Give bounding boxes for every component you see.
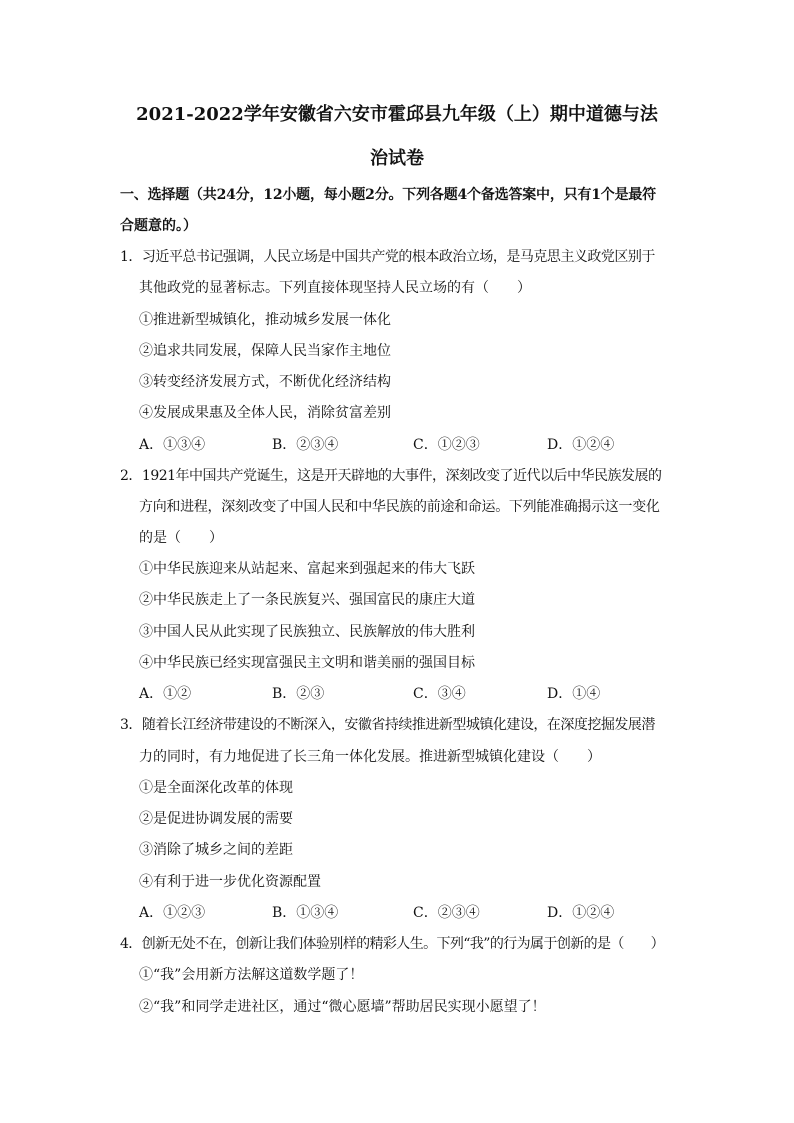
question-2-choice-a[interactable]: A．①② — [139, 686, 192, 702]
section-heading-line-1: 一、选择题（共24分，12小题，每小题2分。下列各题4个备选答案中，只有1个是最符 — [120, 187, 656, 203]
section-heading-line-2: 合题意的。） — [120, 218, 197, 234]
question-2-statement-4: ④中华民族已经实现富强民主文明和谐美丽的强国目标 — [139, 655, 475, 671]
question-2-choices — [139, 687, 699, 703]
question-1-choice-c[interactable]: C．①②③ — [413, 437, 480, 453]
question-2-choice-b[interactable]: B．②③ — [272, 686, 325, 702]
exam-title-line-2: 治试卷 — [370, 148, 424, 169]
question-2-stem-line-2: 方向和进程，深刻改变了中国人民和中华民族的前途和命运。下列能准确揭示这一变化 — [139, 499, 660, 515]
question-2-choice-d[interactable]: D．①④ — [547, 686, 601, 702]
question-3-stem-line-1: 3．随着长江经济带建设的不断深入，安徽省持续推进新型城镇化建设，在深度挖掘发展潜 — [120, 717, 655, 733]
exam-title-line-1: 2021-2022学年安徽省六安市霍邱县九年级（上）期中道德与法 — [136, 104, 658, 125]
question-2-stem-line-3: 的是（ ） — [139, 530, 223, 546]
question-2-statement-3: ③中国人民从此实现了民族独立、民族解放的伟大胜利 — [139, 624, 475, 640]
question-3-choices — [139, 906, 699, 922]
question-3-statement-2: ②是促进协调发展的需要 — [139, 811, 293, 827]
question-4-statement-1: ①“我”会用新方法解这道数学题了！ — [139, 967, 364, 983]
question-2-statement-2: ②中华民族走上了一条民族复兴、强国富民的康庄大道 — [139, 592, 475, 608]
question-3-choice-a[interactable]: A．①②③ — [139, 905, 206, 921]
question-4-statement-2: ②“我”和同学走进社区，通过“微心愿墙”帮助居民实现小愿望了！ — [139, 999, 546, 1015]
question-3-stem-line-2: 力的同时，有力地促进了长三角一体化发展。推进新型城镇化建设（ ） — [139, 749, 601, 765]
question-1-choices — [139, 438, 699, 454]
question-1-statement-3: ③转变经济发展方式，不断优化经济结构 — [139, 374, 391, 390]
question-3-statement-4: ④有利于进一步优化资源配置 — [139, 874, 321, 890]
question-1-stem-line-1: 1．习近平总书记强调，人民立场是中国共产党的根本政治立场，是马克思主义政党区别于 — [120, 249, 655, 265]
question-1-choice-d[interactable]: D．①②④ — [547, 437, 615, 453]
question-1-statement-4: ④发展成果惠及全体人民，消除贫富差别 — [139, 405, 391, 421]
question-2-choice-c[interactable]: C．③④ — [413, 686, 466, 702]
question-3-choice-b[interactable]: B．①③④ — [272, 905, 339, 921]
question-3-choice-d[interactable]: D．①②④ — [547, 905, 615, 921]
question-1-stem-line-2: 其他政党的显著标志。下列直接体现坚持人民立场的有（ ） — [139, 280, 531, 296]
question-1-choice-b[interactable]: B．②③④ — [272, 437, 339, 453]
question-3-statement-1: ①是全面深化改革的体现 — [139, 780, 293, 796]
question-3-statement-3: ③消除了城乡之间的差距 — [139, 842, 293, 858]
question-3-choice-c[interactable]: C．②③④ — [413, 905, 480, 921]
question-1-choice-a[interactable]: A．①③④ — [139, 437, 206, 453]
question-1-statement-1: ①推进新型城镇化，推动城乡发展一体化 — [139, 312, 391, 328]
question-2-statement-1: ①中华民族迎来从站起来、富起来到强起来的伟大飞跃 — [139, 561, 475, 577]
question-1-statement-2: ②追求共同发展，保障人民当家作主地位 — [139, 343, 391, 359]
question-2-stem-line-1: 2．1921年中国共产党诞生，这是开天辟地的大事件，深刻改变了近代以后中华民族发展的 — [120, 468, 662, 484]
question-4-stem-line-1: 4．创新无处不在，创新让我们体验别样的精彩人生。下列“我”的行为属于创新的是（ ） — [120, 936, 665, 952]
